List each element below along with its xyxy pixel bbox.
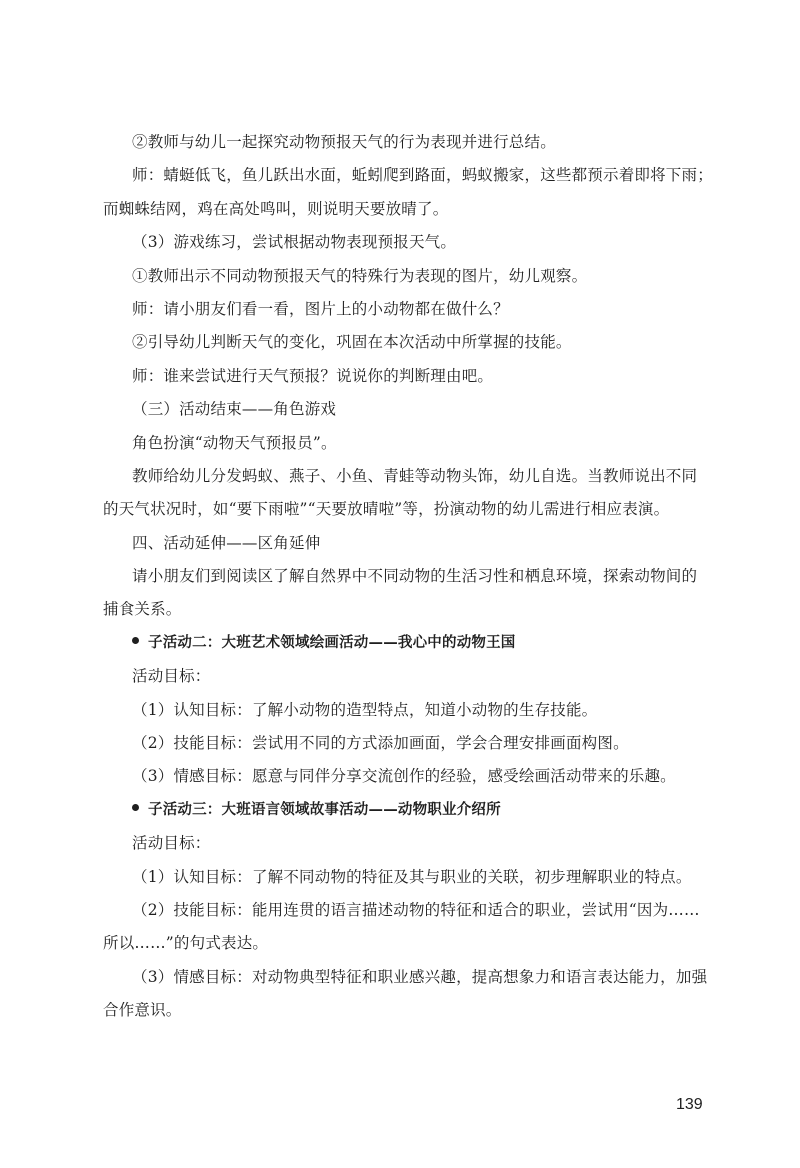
sub-activity-heading [103, 627, 715, 660]
sub-activity-title: 子活动二：大班艺术领域绘画活动——我心中的动物王国 [148, 634, 516, 651]
paragraph-line: ①教师出示不同动物预报天气的特殊行为表现的图片，幼儿观察。 [132, 266, 588, 285]
paragraph-line: 师：请小朋友们看一看，图片上的小动物都在做什么？ [132, 299, 509, 318]
paragraph-line: （1）认知目标：了解小动物的造型特点，知道小动物的生存技能。 [132, 700, 598, 719]
bullet-icon [132, 804, 139, 811]
sub-activity-title: 子活动三：大班语言领域故事活动——动物职业介绍所 [148, 801, 501, 818]
paragraph-line: （3）情感目标：愿意与同伴分享交流创作的经验，感受绘画活动带来的乐趣。 [132, 767, 676, 786]
page-number: 139 [676, 1096, 703, 1113]
paragraph-line: 合作意识。 [103, 1001, 182, 1020]
paragraph-line: 捕食关系。 [103, 600, 182, 619]
section-heading: （三）活动结束——角色游戏 [132, 400, 337, 419]
paragraph-line: （2）技能目标：能用连贯的语言描述动物的特征和适合的职业，尝试用“因为…… [132, 900, 700, 919]
paragraph-line: ②引导幼儿判断天气的变化，巩固在本次活动中所掌握的技能。 [132, 333, 572, 352]
paragraph-line: 活动目标： [132, 667, 211, 686]
paragraph-line: 师：谁来尝试进行天气预报？说说你的判断理由吧。 [132, 366, 494, 385]
paragraph-line: 请小朋友们到阅读区了解自然界中不同动物的生活习性和栖息环境，探索动物间的 [132, 567, 698, 586]
section-heading: 四、活动延伸——区角延伸 [132, 533, 321, 552]
paragraph-line: 的天气状况时，如“要下雨啦”“天要放晴啦”等，扮演动物的幼儿需进行相应表演。 [103, 500, 670, 519]
paragraph-line: 教师给幼儿分发蚂蚁、燕子、小鱼、青蛙等动物头饰，幼儿自选。当教师说出不同 [132, 466, 698, 485]
page-body [103, 126, 715, 1028]
paragraph-line: （3）游戏练习，尝试根据动物表现预报天气。 [132, 233, 457, 252]
paragraph-line: 而蜘蛛结网，鸡在高处鸣叫，则说明天要放晴了。 [103, 199, 449, 218]
paragraph-line: （2）技能目标：尝试用不同的方式添加画面，学会合理安排画面构图。 [132, 734, 629, 753]
paragraph-line: ②教师与幼儿一起探究动物预报天气的行为表现并进行总结。 [132, 133, 556, 151]
paragraph-line: 师：蜻蜓低飞，鱼儿跃出水面，蚯蚓爬到路面，蚂蚁搬家，这些都预示着即将下雨； [132, 166, 713, 185]
bullet-icon [132, 637, 139, 644]
paragraph-line: 所以……”的句式表达。 [103, 934, 269, 953]
paragraph-line: （1）认知目标：了解不同动物的特征及其与职业的关联，初步理解职业的特点。 [132, 867, 692, 886]
paragraph-line: 角色扮演“动物天气预报员”。 [132, 433, 337, 452]
paragraph-line: （3）情感目标：对动物典型特征和职业感兴趣，提高想象力和语言表达能力，加强 [132, 967, 708, 986]
paragraph-line: 活动目标： [132, 834, 211, 853]
sub-activity-heading [103, 794, 715, 827]
